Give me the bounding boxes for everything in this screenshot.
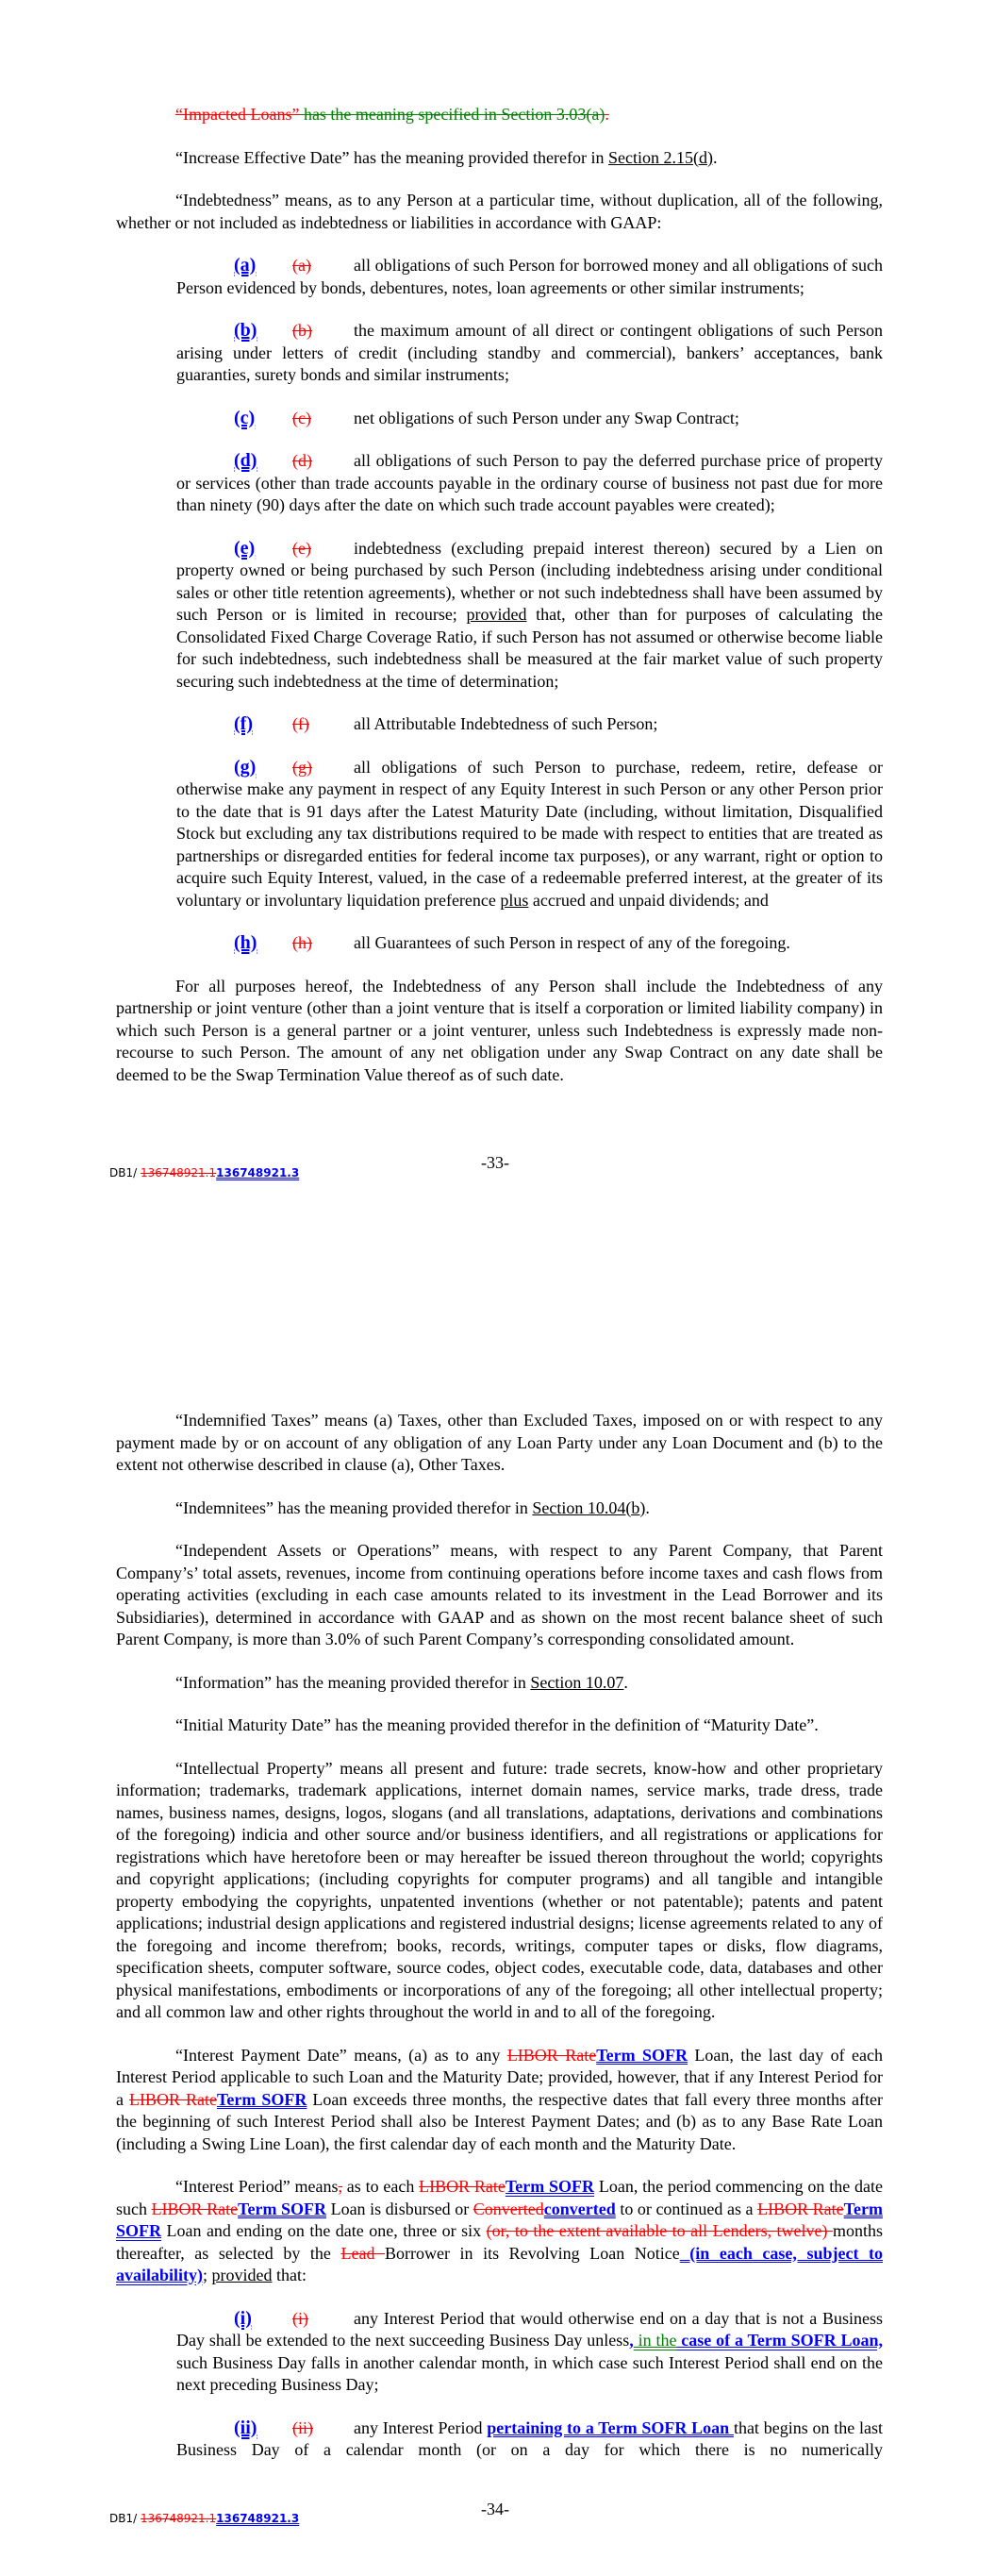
underlined-text: provided [211,2266,273,2284]
list-item [176,450,883,517]
deleted-text: (or, to the extent available to all Lenders, twelve) [486,2221,833,2240]
inserted-text: case of a Term SOFR Loan, [676,2331,883,2350]
inserted-item-label: (e) [234,537,256,559]
deleted-item-label: (i) [292,2308,308,2328]
inserted-item-label: (g) [234,756,257,778]
underlined-text: Section 10.04(b) [532,1497,646,1517]
definition-paragraph [116,2176,883,2287]
page-number: -33- [481,1153,509,1172]
deleted-item-label: (c) [292,408,311,427]
document-id [109,2512,299,2525]
list-item [176,2308,883,2397]
inserted-item-label: (i) [234,2307,252,2329]
text-run: . [712,147,718,167]
doc-id-new: 136748921.3 [216,2512,300,2525]
inserted-text: Term SOFR [238,2199,327,2218]
moved-deleted-text: has the meaning specified in Section 3.03(a) [299,105,605,124]
text-run: . [623,1672,628,1692]
list-item [176,2417,883,2462]
text-run: Borrower in its Revolving Loan Notice [385,2243,680,2263]
definition-paragraph [116,2045,883,2156]
text-run: Loan exceeds three months, the respective dates that fall every three months after the beginning of such Interest Period shall also be Interest Payment Dates; and (b) as to any Base Rate Loan (including a Swing Line Loan), the first calendar day of each month and the Maturity Date. [116,2089,883,2153]
inserted-item-label: (a) [234,255,257,276]
text-run: Loan is disbursed or [326,2199,473,2218]
deleted-text: LIBOR Rate [151,2199,239,2218]
inserted-text: Term SOFR [505,2177,595,2196]
deleted-text: LIBOR Rate [506,2045,597,2065]
deleted-item-label: (g) [292,757,312,777]
text-run: to or continued as a [615,2199,758,2218]
text-run: “Indemnified Taxes” means (a) Taxes, other than Excluded Taxes, imposed on or with respect to any payment made by or on account of any obligation of any Loan Party under any Loan Document and (b) to the extent not otherwise described in clause (a), Other Taxes. [116,1411,883,1474]
inserted-item-label: (h) [234,932,257,953]
text-run: all obligations of such Person to pay the deferred purchase price of property or services (other than trade accounts payable in the ordinary course of business not past due for more than ninety (90) days after the date on which such trade account payables were created); [176,451,883,514]
deleted-item-label: (e) [292,538,311,558]
text-run: that begins on the last Business Day of a calendar month (or on a day for which there is no numerically [176,2417,883,2459]
deleted-text: , [338,2177,343,2196]
document-id [109,1166,299,1179]
text-run: all obligations of such Person to purchase, redeem, retire, defease or otherwise make any payment in respect of any Equity Interest in such Person or any other Person prior to the date that is 91 days after the Latest Maturity Date (including, without limitation, Disqualified Stock but excluding any tax distributions required to be made with respect to entities that are treated as partnerships or disregarded entities for federal income tax purposes), or any warrant, right or option to acquire such Equity Interest, valued, in the case of a redeemable preferred interest, at the greater of its voluntary or involuntary liquidation preference [176,757,883,910]
text-run: ; [203,2266,212,2284]
text-run: net obligations of such Person under any Swap Contract; [354,408,739,427]
definition-paragraph [116,1540,883,1651]
inserted-text: Term SOFR [217,2089,307,2109]
deleted-text: . [605,105,609,124]
underlined-text: provided [466,605,527,624]
deleted-text: LIBOR Rate [419,2177,506,2196]
underlined-text: Section 10.07 [530,1672,624,1692]
deleted-text: LIBOR Rate [129,2089,218,2109]
text-run: “Indebtedness” means, as to any Person at a particular time, without duplication, all of the following, whether or not included as indebtedness or liabilities in accordance with GAAP: [116,191,883,232]
definition-paragraph [116,1497,883,1520]
list-item [176,255,883,299]
moved-inserted-text: in the [633,2331,677,2350]
inserted-item-label: (d) [234,450,257,471]
text-run: “Interest Period” means [175,2177,339,2196]
deleted-item-label: (f) [292,714,309,733]
list-item [176,757,883,912]
definition-paragraph [116,190,883,234]
definition-paragraph [116,147,883,170]
deleted-text: Converted [473,2199,544,2218]
text-run: all obligations of such Person for borrowed money and all obligations of such Person evidenced by bonds, debentures, notes, loan agreements or other similar instruments; [176,256,883,297]
deleted-text: Lead [340,2243,385,2263]
text-run: that, other than for purposes of calculating the Consolidated Fixed Charge Coverage Ratio, if such Person has not assumed or otherwise become liable for such indebtedness, such indebtedness shall be measured at the fair market value of such property securing such indebtedness at the time of determination; [176,605,883,691]
inserted-text: Term SOFR [116,2199,883,2240]
doc-id-prefix: DB1/ [109,2512,141,2525]
doc-id-old: 136748921.1 [140,2512,217,2525]
text-run: “Increase Effective Date” has the meaning provided therefor in [175,147,608,167]
page-number: -34- [481,2500,509,2518]
doc-id-new: 136748921.3 [216,1166,300,1179]
text-run: all Guarantees of such Person in respect of any of the foregoing. [354,933,790,952]
deleted-text: “Impacted Loans” [175,105,300,124]
deleted-item-label: (d) [292,451,312,470]
text-run: the maximum amount of all direct or contingent obligations of such Person arising under letters of credit (including standby and commercial), bankers’ acceptances, bank guaranties, surety bonds and similar instruments; [176,321,883,384]
list-item [176,538,883,694]
text-run: indebtedness (excluding prepaid interest thereon) secured by a Lien on property owned or being purchased by such Person (including indebtedness arising under conditional sales or other title retention agreements), whether or not such indebtedness shall have been assumed by such Person or is limited in recourse; [176,538,883,624]
text-run: such Business Day falls in another calendar month, in which case such Interest Period shall end on the next preceding Business Day; [176,2352,883,2394]
text-run: For all purposes hereof, the Indebtedness of any Person shall include the Indebtedness of any partnership or joint venture (other than a joint venture that is itself a corporation or limited liability company) in which such Person is a general partner or a joint venturer, unless such Indebtedness is expressly made non-recourse to such Person. The amount of any net obligation under any Swap Contract on any date shall be deemed to be the Swap Termination Value thereof as of such date. [116,976,883,1084]
text-run: “Interest Payment Date” means, (a) as to any [175,2045,507,2065]
deleted-item-label: (h) [292,933,312,952]
definition-paragraph [116,1672,883,1695]
text-run: Loan, the period commencing on the date such [116,2177,883,2218]
list-item [176,932,883,955]
definition-paragraph [116,976,883,1087]
text-run: all Attributable Indebtedness of such Person; [354,714,658,733]
deleted-item-label: (a) [292,256,311,275]
inserted-text: converted [543,2199,616,2218]
list-item [176,408,883,430]
inserted-item-label: (f) [234,713,253,734]
inserted-item-label: (b) [234,320,257,341]
doc-id-old: 136748921.1 [140,1166,217,1179]
text-run: Loan and ending on the date one, three or six [161,2221,487,2240]
text-run: “Intellectual Property” means all present and future: trade secrets, know-how and other proprietary information; trademarks, trademark applications, internet domain names, service marks, trade dress, trade names, business names, designs, logos, slogans (and all translations, adaptations, derivations and combinations of the foregoing) indicia and other source and/or business identifiers, and all registrations or applications for registrations which have heretofore been or may hereafter be issued thereon throughout the world; copyrights and copyright applications; (including copyrights for computer programs) and all tangible and intangible property embodying the copyrights, unpatented inventions (whether or not patentable); patents and patent applications; industrial design applications and registered industrial designs; license agreements related to any of the foregoing and income therefrom; books, records, writings, computer tapes or disks, flow diagrams, specification sheets, computer software, source codes, object codes, executable code, data, databases and other physical manifestations, embodiments or incorporations of any of the foregoing; all other intellectual property; and all common law and other rights throughout the world in and to all of the foregoing. [116,1758,883,2021]
list-item [176,713,883,736]
text-run: “Initial Maturity Date” has the meaning provided therefor in the definition of “Maturity Date”. [175,1715,819,1734]
deleted-item-label: (b) [292,321,312,340]
text-run: “Independent Assets or Operations” means, with respect to any Parent Company, that Parent Company’s’ total assets, revenues, income from continuing operations before income taxes and cash flows from operating activities (excluding in each case amounts related to its investment in the Lead Borrower and its Subsidiaries), determined in accordance with GAAP and as shown on the most recent balance sheet of such Parent Company, is more than 3.0% of such Parent Company’s corresponding consolidated amount. [116,1541,883,1648]
inserted-text: Term SOFR [596,2045,688,2065]
inserted-text: (in each case, subject to availability) [116,2243,883,2284]
text-run: “Indemnitees” has the meaning provided therefor in [175,1497,533,1517]
definition-paragraph [116,1715,883,1737]
text-run: months thereafter, as selected by the [116,2221,884,2263]
text-run: Loan, the last day of each Interest Period applicable to such Loan and the Maturity Date; provided, however, that if any Interest Period for a [116,2045,883,2109]
underlined-text: plus [500,890,529,910]
deleted-item-label: (ii) [292,2417,313,2437]
inserted-item-label: (ii) [234,2417,257,2438]
list-item [176,320,883,387]
inserted-text: , [629,2331,634,2350]
text-run: accrued and unpaid dividends; and [528,890,769,910]
deleted-text: LIBOR Rate [757,2199,844,2218]
page-34 [116,1410,883,2483]
underlined-text: Section 2.15(d) [607,147,713,167]
definition-paragraph [116,104,883,126]
page-33 [116,104,883,1107]
text-run: “Information” has the meaning provided therefor in [175,1672,531,1692]
definition-paragraph [116,1410,883,1477]
inserted-text: pertaining to a Term SOFR Loan [487,2417,734,2437]
text-run: that: [272,2266,307,2284]
doc-id-prefix: DB1/ [109,1166,141,1179]
text-run: . [645,1497,650,1517]
inserted-item-label: (c) [234,407,256,428]
text-run: any Interest Period that would otherwise end on a day that is not a Business Day shall be extended to the next succeeding Business Day unless [176,2308,883,2350]
text-run: as to each [342,2177,420,2196]
text-run: any Interest Period [354,2417,488,2437]
definition-paragraph [116,1758,883,2024]
